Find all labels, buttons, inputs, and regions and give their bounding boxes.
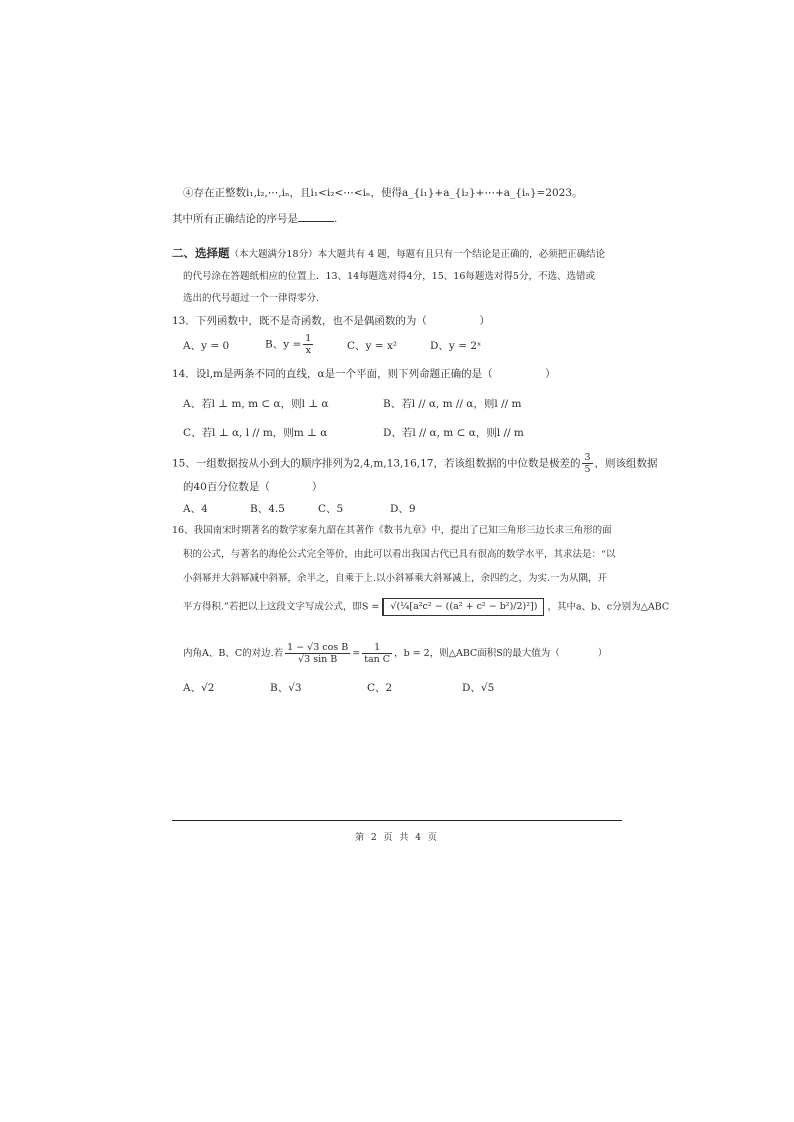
q14-option-b[interactable]: B、若l // α, m // α，则l // m [383, 398, 522, 410]
fraction-denominator: tan C [364, 654, 391, 665]
area-formula: √(¼[a²c² − ((a² + c² − b²)/2)²]) [382, 598, 544, 616]
q16-option-c[interactable]: C、2 [367, 682, 393, 694]
correct-items-prompt [172, 211, 337, 226]
q14-option-a[interactable]: A、若l ⊥ m, m ⊂ α，则l ⊥ α [183, 398, 329, 410]
fraction-numerator: 1 − √3 cos B [287, 642, 349, 653]
item-4-statement: ④存在正整数i₁,i₂,⋯,iₙ，且i₁<i₂<⋯<iₙ，使得a_{i₁}+a_{i₂}+⋯+a_{iₙ}=2023。 [183, 187, 583, 199]
q15-option-b[interactable]: B、4.5 [250, 503, 285, 515]
q14-stem: 14．设l,m是两条不同的直线，α是一个平面，则下列命题正确的是（ ） [172, 368, 556, 380]
q15-fraction [582, 452, 592, 475]
q16-line5-tail: ，b = 2，则△ABC面积S的最大值为（ ） [394, 648, 608, 659]
q13-stem: 13．下列函数中，既不是奇函数，也不是偶函数的为（ ） [172, 315, 490, 327]
q16-line4-text: 平方得积.”若把以上这段文字写成公式，即S = [183, 601, 380, 613]
q15-option-a[interactable]: A、4 [183, 503, 208, 515]
q14-option-c[interactable]: C、若l ⊥ α, l // m，则m ⊥ α [183, 427, 328, 439]
q13-option-a[interactable]: A、y = 0 [183, 340, 230, 352]
q16-line5-text: 内角A、B、C的对边.若 [183, 648, 284, 659]
q16-line4 [183, 598, 669, 616]
fraction-denominator: 5 [584, 464, 591, 475]
q13-option-b-fraction [303, 333, 313, 356]
q16-line5 [183, 642, 607, 665]
q14-option-d[interactable]: D、若l // α, m ⊂ α，则l // m [383, 427, 524, 439]
q16-line2: 积的公式，与著名的海伦公式完全等价，由此可以看出我国古代已具有很高的数学水平，其求法是：“以 [183, 549, 616, 560]
fraction-numerator: 1 [305, 333, 312, 344]
q13-option-b-label: B、y = [265, 338, 302, 351]
fraction-numerator: 1 [362, 642, 392, 654]
q15-option-d[interactable]: D、9 [390, 503, 416, 515]
q16-line4-tail: ，其中a、b、c分别为△ABC [547, 601, 670, 613]
q16-fraction-right [362, 642, 392, 665]
q13-option-d[interactable]: D、y = 2ˣ [430, 340, 482, 352]
q16-line3: 小斜幂并大斜幂减中斜幂，余半之，自乘于上.以小斜幂乘大斜幂减上，余四约之，为实.一为从隅，开 [183, 573, 608, 584]
section-2-title: 二、选择题 [172, 246, 230, 260]
q16-option-a[interactable]: A、√2 [183, 682, 215, 694]
q15-option-c[interactable]: C、5 [318, 503, 344, 515]
q13-option-c[interactable]: C、y = x² [347, 340, 398, 352]
q15-stem [172, 452, 658, 475]
equals-sign: = [352, 648, 361, 659]
q13-option-b[interactable] [265, 333, 315, 356]
q16-line1: 16、我国南宋时期著名的数学家秦九韶在其著作《数书九章》中，提出了已知三角形三边长求三角形的面 [172, 525, 612, 536]
section-2-header [172, 246, 605, 262]
q15-stem-text: 15、一组数据按从小到大的顺序排列为2,4,m,13,16,17，若该组数据的中位数是极差的 [172, 457, 581, 470]
section-2-note: （本大题满分18分）本大题共有 4 题，每题有且只有一个结论是正确的，必须把正确结论 [229, 249, 606, 260]
section-2-note-line2: 的代号涂在答题纸相应的位置上．13、14每题选对得4分，15、16每题选对得5分，不选、选错或 [183, 271, 595, 282]
page-footer: 第 2 页 共 4 页 [355, 833, 439, 843]
footer-divider [172, 820, 622, 821]
correct-items-end: . [334, 213, 338, 225]
answer-blank[interactable] [298, 211, 334, 222]
q16-option-d[interactable]: D、√5 [462, 682, 495, 694]
q15-stem-line2: 的40百分位数是（ ） [183, 481, 323, 493]
q16-fraction-left [285, 642, 350, 665]
correct-items-text: 其中所有正确结论的序号是 [172, 213, 298, 225]
fraction-numerator: 3 [584, 452, 591, 463]
q15-stem-tail: ，则该组数据 [594, 457, 658, 470]
section-2-note-line3: 选出的代号超过一个一律得零分. [183, 293, 320, 304]
fraction-denominator: x [305, 345, 311, 356]
fraction-denominator: √3 sin B [298, 654, 338, 665]
q16-option-b[interactable]: B、√3 [270, 682, 302, 694]
